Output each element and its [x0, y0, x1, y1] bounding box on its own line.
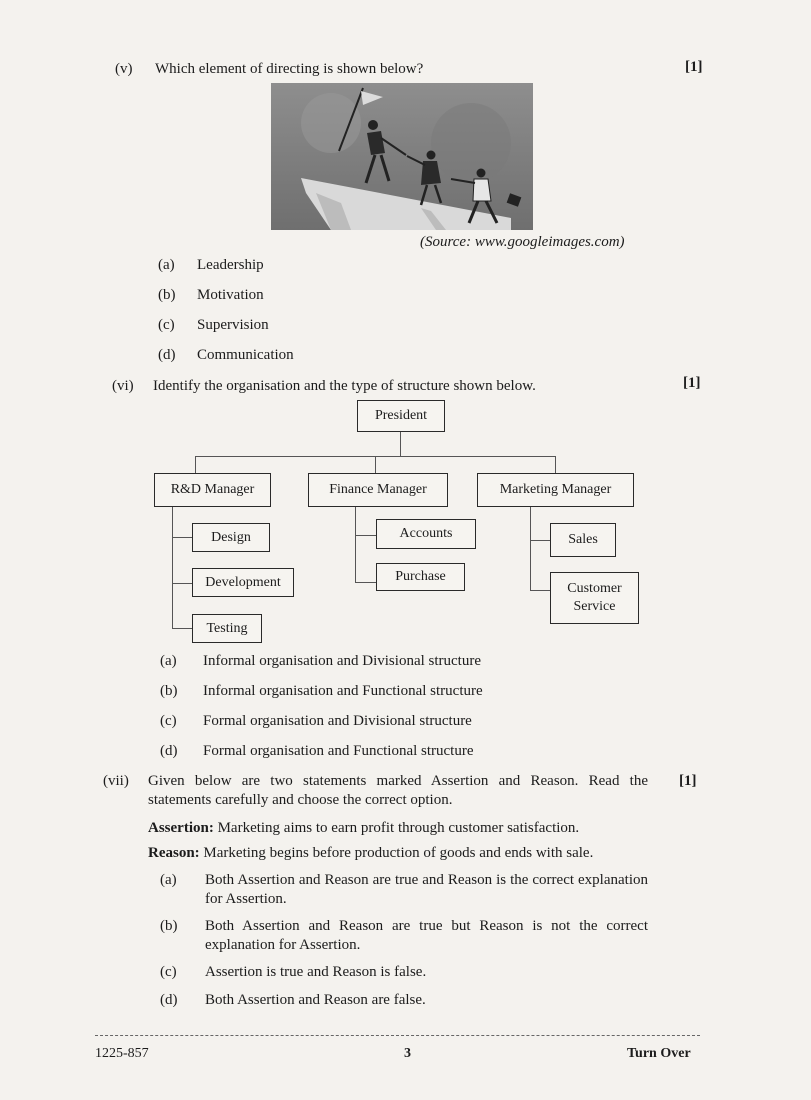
option-text: Informal organisation and Divisional structure	[203, 653, 481, 669]
org-box-accounts: Accounts	[376, 519, 476, 549]
reason-statement	[148, 844, 593, 862]
assertion-text: Marketing aims to earn profit through customer satisfaction.	[217, 820, 580, 836]
option-label: (d)	[158, 347, 176, 363]
directing-illustration	[271, 83, 533, 230]
org-box-rd-manager: R&D Manager	[154, 473, 271, 507]
reason-text: Marketing begins before production of goods and ends with sale.	[203, 845, 594, 861]
org-box-purchase: Purchase	[376, 563, 465, 591]
option-text: Motivation	[197, 287, 264, 303]
assertion-label: Assertion:	[148, 820, 214, 836]
question-5-marks: [1]	[685, 59, 703, 75]
footer-divider	[95, 1035, 700, 1036]
option-text: Informal organisation and Functional structure	[203, 683, 483, 699]
option-text: Communication	[197, 347, 294, 363]
option-text: Both Assertion and Reason are true and Reason is the correct explanation for Assertion.	[205, 872, 648, 907]
option-label: (a)	[160, 653, 177, 669]
reason-label: Reason:	[148, 845, 200, 861]
option-text: Formal organisation and Divisional structure	[203, 713, 472, 729]
option-label: (a)	[160, 872, 177, 888]
option-text: Both Assertion and Reason are false.	[205, 992, 426, 1008]
question-6-text: Identify the organisation and the type of structure shown below.	[153, 378, 536, 394]
question-6-marks: [1]	[683, 375, 701, 391]
option-label: (c)	[160, 964, 177, 980]
turn-over-label: Turn Over	[627, 1046, 691, 1061]
option-text: Both Assertion and Reason are true but Reason is not the correct explanation for Assertion.	[205, 918, 648, 953]
org-box-customer-service: Customer Service	[550, 572, 639, 624]
org-box-finance-manager: Finance Manager	[308, 473, 448, 507]
org-box-marketing-manager: Marketing Manager	[477, 473, 634, 507]
org-box-development: Development	[192, 568, 294, 597]
page-number: 3	[404, 1046, 411, 1061]
question-7-text: Given below are two statements marked Assertion and Reason. Read the statements carefully and choose the correct option.	[148, 773, 648, 808]
option-label: (c)	[160, 713, 177, 729]
option-text: Assertion is true and Reason is false.	[205, 964, 427, 980]
option-label: (b)	[160, 683, 178, 699]
question-5-text: Which element of directing is shown below?	[155, 61, 424, 77]
question-7-number: (vii)	[103, 773, 129, 789]
org-box-sales: Sales	[550, 523, 616, 557]
question-6-number: (vi)	[112, 378, 134, 394]
org-box-president: President	[357, 400, 445, 432]
option-label: (b)	[160, 918, 178, 934]
option-label: (d)	[160, 743, 178, 759]
option-label: (a)	[158, 257, 175, 273]
option-label: (d)	[160, 992, 178, 1008]
option-text: Leadership	[197, 257, 264, 273]
option-label: (c)	[158, 317, 175, 333]
option-text: Supervision	[197, 317, 269, 333]
image-source-caption: (Source: www.googleimages.com)	[420, 234, 625, 250]
org-box-testing: Testing	[192, 614, 262, 643]
assertion-statement	[148, 819, 579, 837]
org-box-design: Design	[192, 523, 270, 552]
question-5-number: (v)	[115, 61, 133, 77]
option-label: (b)	[158, 287, 176, 303]
paper-code: 1225-857	[95, 1046, 149, 1061]
question-7-marks: [1]	[679, 773, 697, 789]
option-text: Formal organisation and Functional structure	[203, 743, 474, 759]
